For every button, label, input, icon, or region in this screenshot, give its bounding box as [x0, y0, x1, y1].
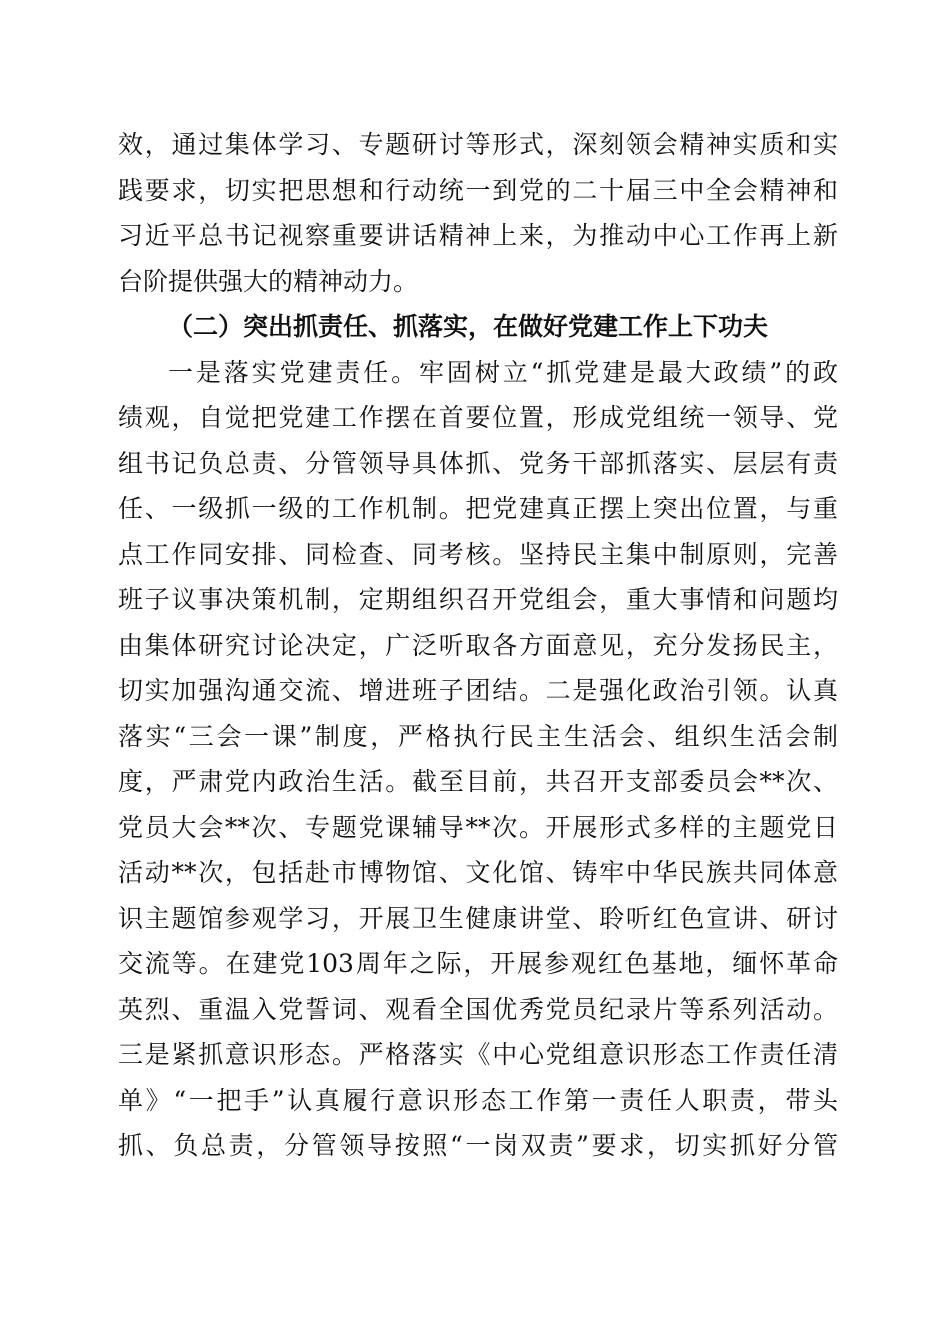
text-line: 活动**次，包括赴市博物馆、文化馆、铸牢中华民族共同体意 [118, 858, 838, 887]
text-line: 党员大会**次、专题党课辅导**次。开展形式多样的主题党日 [118, 812, 838, 842]
text-line: 单》“一把手”认真履行意识形态工作第一责任人职责，带头 [118, 1085, 838, 1115]
text-line: 绩观，自觉把党建工作摆在首要位置，形成党组统一领导、党 [118, 403, 838, 432]
text-line: 落实“三会一课”制度，严格执行民主生活会、组织生活会制 [118, 721, 838, 751]
text-line: 班子议事决策机制，定期组织召开党组会，重大事情和问题均 [118, 585, 838, 614]
text-line: 三是紧抓意识形态。严格落实《中心党组意识形态工作责任清 [118, 1040, 838, 1069]
text-line: 度，严肃党内政治生活。截至目前，共召开支部委员会**次、 [118, 767, 838, 796]
text-line: 台阶提供强大的精神动力。 [118, 266, 419, 296]
text-line: 效，通过集体学习、专题研讨等形式，深刻领会精神实质和实 [118, 130, 838, 159]
text-line: 践要求，切实把思想和行动统一到党的二十届三中全会精神和 [118, 175, 838, 205]
text-line: 组书记负总责、分管领导具体抓、党务干部抓落实、层层有责 [118, 448, 838, 478]
text-line: 习近平总书记视察重要讲话精神上来，为推动中心工作再上新 [118, 221, 838, 250]
text-line: 识主题馆参观学习，开展卫生健康讲堂、聆听红色宣讲、研讨 [118, 903, 838, 933]
document-page [118, 122, 838, 1169]
paragraph-2 [118, 350, 838, 1169]
text-line: 英烈、重温入党誓词、观看全国优秀党员纪录片等系列活动。 [118, 994, 838, 1024]
text-line: 由集体研究讨论决定，广泛听取各方面意见，充分发扬民主， [118, 630, 838, 660]
text-line: 任、一级抓一级的工作机制。把党建真正摆上突出位置，与重 [118, 494, 838, 523]
text-line: 切实加强沟通交流、增进班子团结。二是强化政治引领。认真 [118, 676, 838, 705]
text-line: 一是落实党建责任。牢固树立“抓党建是最大政绩”的政 [168, 357, 838, 387]
text-line: 抓、负总责，分管领导按照“一岗双责”要求，切实抓好分管 [118, 1131, 838, 1160]
paragraph-1 [118, 122, 838, 304]
section-heading: （二）突出抓责任、抓落实，在做好党建工作上下功夫 [168, 312, 769, 341]
text-line: 点工作同安排、同检查、同考核。坚持民主集中制原则，完善 [118, 539, 838, 569]
text-line: 交流等。在建党103周年之际，开展参观红色基地，缅怀革命 [118, 949, 838, 978]
